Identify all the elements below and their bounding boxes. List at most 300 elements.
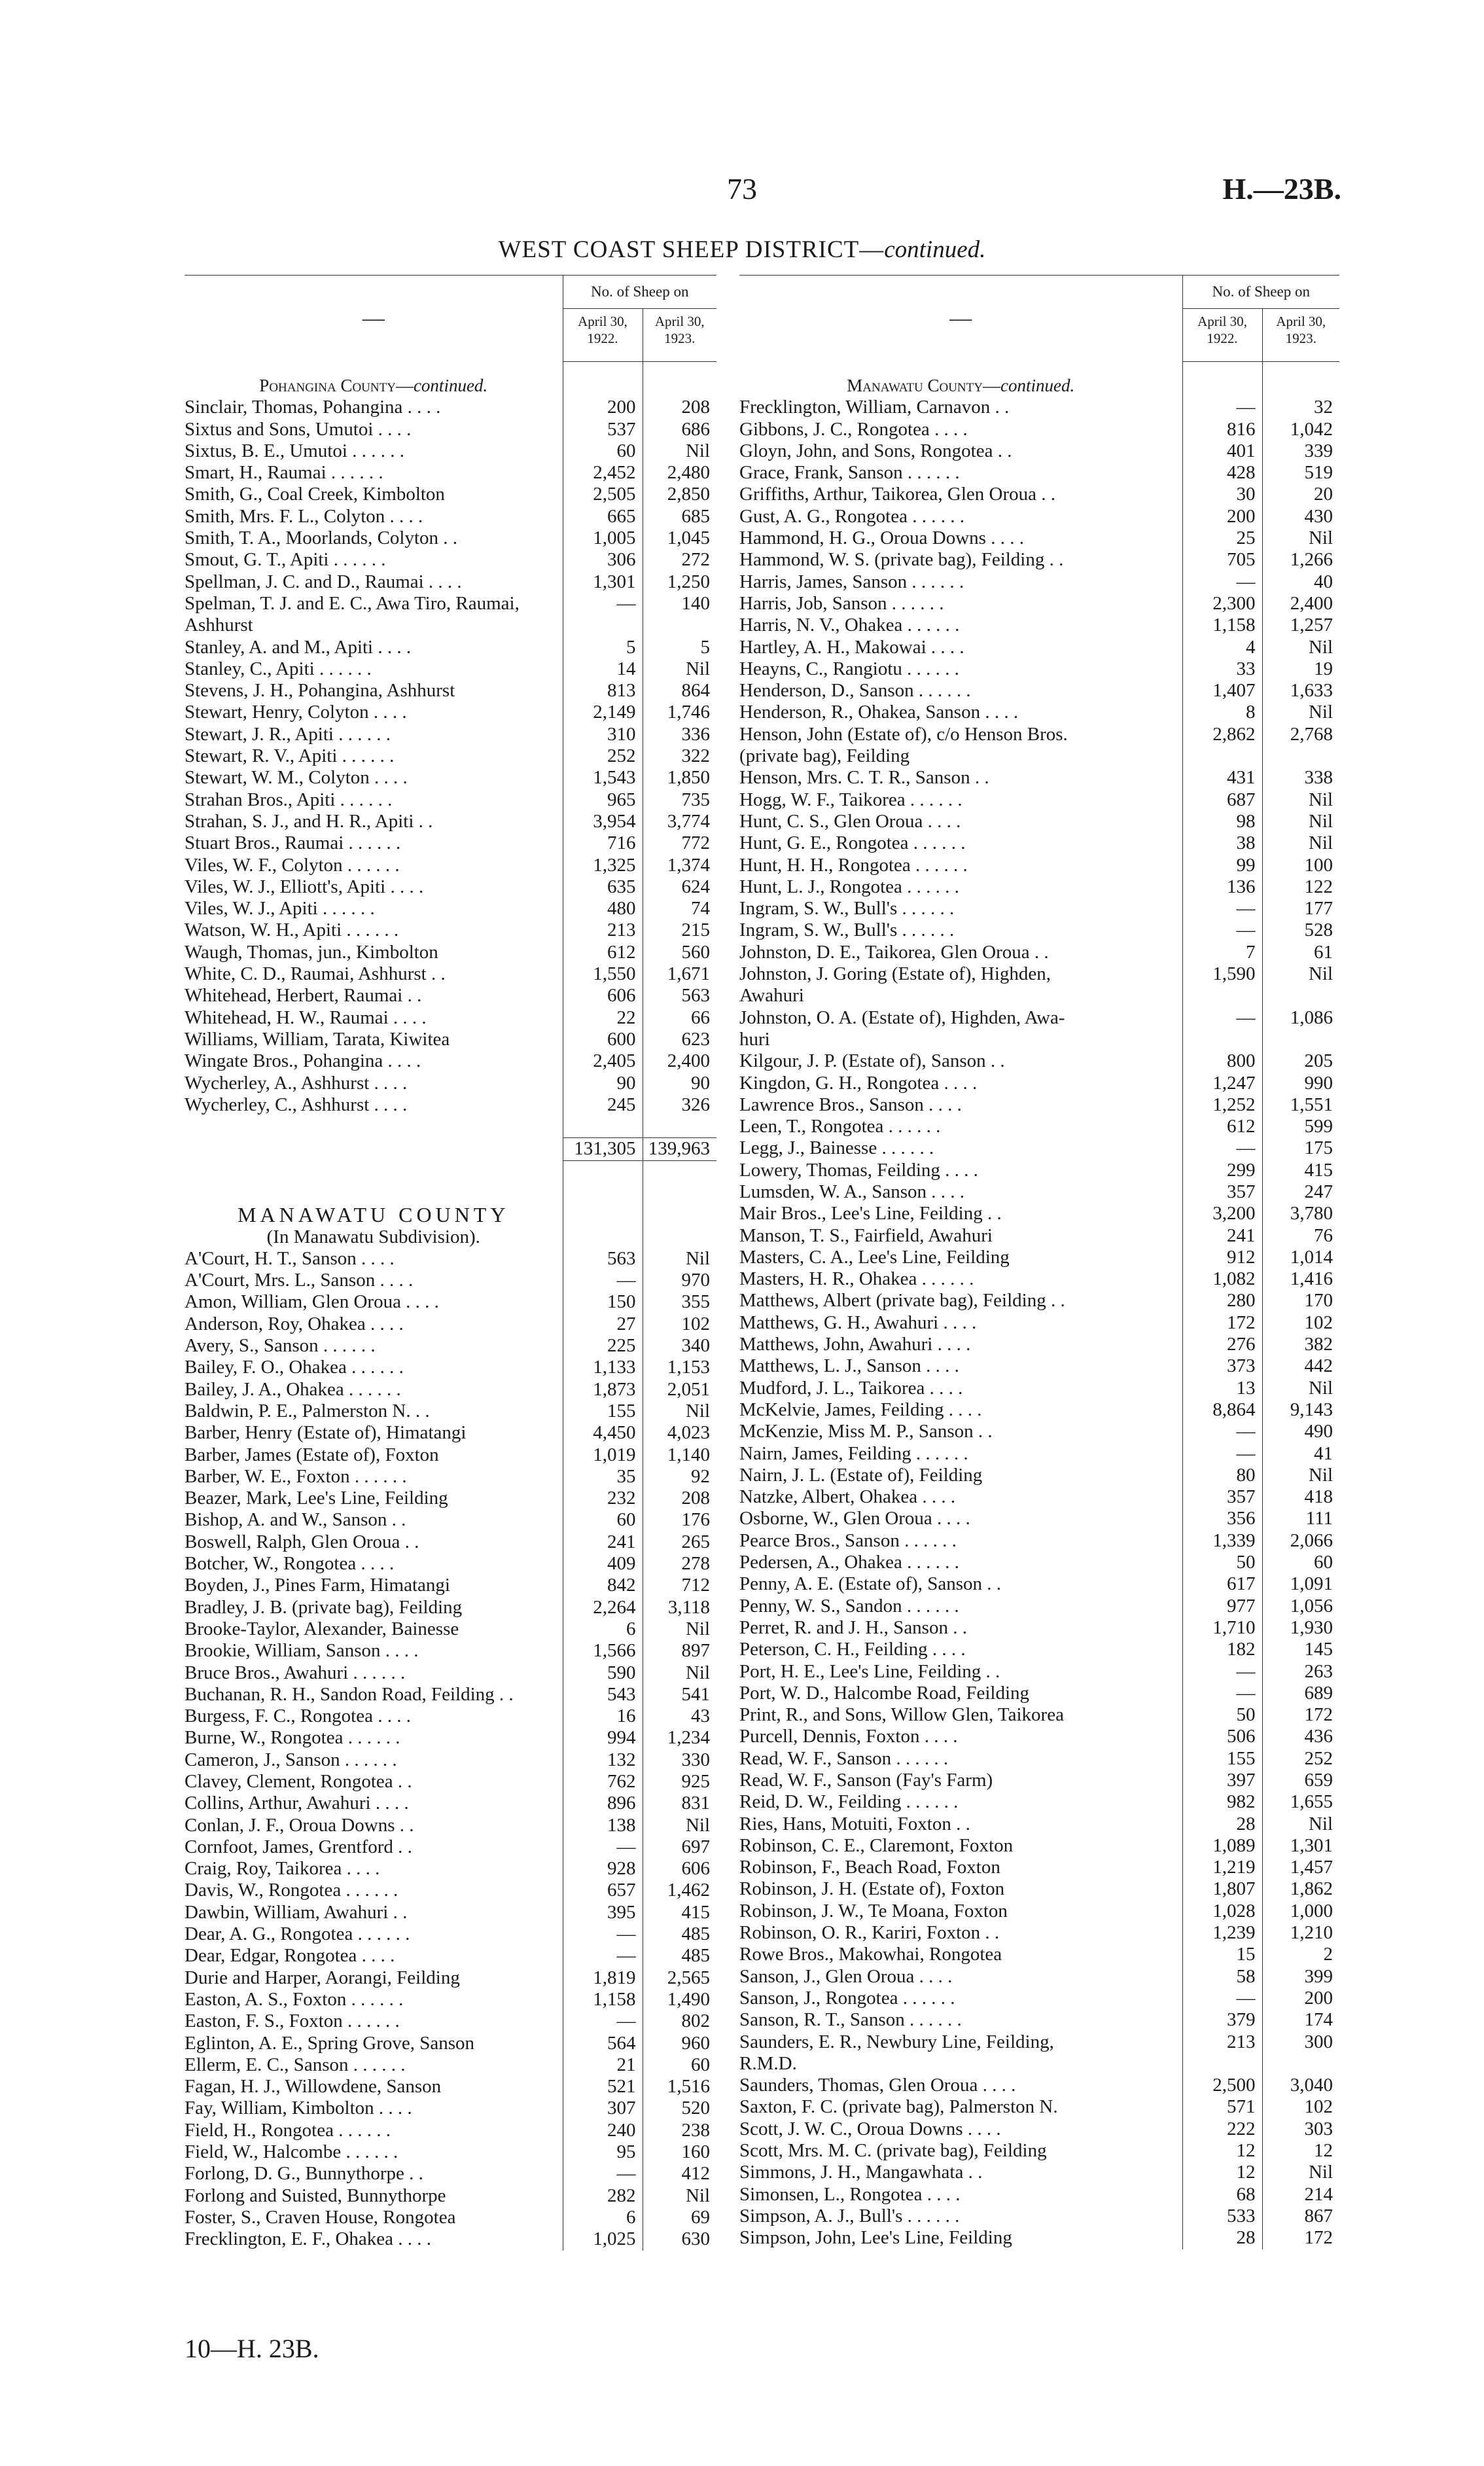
sheep-1923: 623 (643, 1029, 716, 1050)
owner-name: Sanson, J., Rongotea . . . . . . (739, 1987, 955, 2009)
sheep-1922: 564 (563, 2033, 643, 2054)
sheep-1923: 697 (643, 1836, 716, 1858)
sheep-1922: 357 (1182, 1181, 1262, 1203)
owner-name: Eglinton, A. E., Spring Grove, Sanson (185, 2032, 475, 2054)
sheep-1923: 1,250 (643, 571, 716, 593)
owner-name: Matthews, Albert (private bag), Feilding . . (739, 1290, 1065, 1312)
sheep-1923: 2 (1262, 1944, 1339, 1965)
sheep-1923: 2,565 (643, 1967, 716, 1989)
header-year-1923: April 30, 1923. (1262, 309, 1339, 362)
sheep-1923: Nil (643, 2185, 716, 2207)
spacer (563, 362, 643, 376)
sheep-1923 (1262, 2053, 1339, 2075)
owner-name: Osborne, W., Glen Oroua . . . . (739, 1508, 970, 1529)
owner-name: Penny, W. S., Sandon . . . . . . (739, 1595, 959, 1617)
table-row (739, 1770, 1339, 1791)
sheep-1922: 155 (563, 1401, 643, 1422)
sheep-1923: 3,774 (643, 811, 716, 832)
sheep-1922: — (1182, 898, 1262, 920)
table-row (185, 593, 716, 615)
owner-name: Fay, William, Kimbolton . . . . (185, 2098, 412, 2119)
sheep-1923: 2,768 (1262, 724, 1339, 745)
blank-row (185, 1116, 563, 1138)
owner-name: Barber, Henry (Estate of), Himatangi (185, 1422, 467, 1444)
sheep-1922: 245 (563, 1094, 643, 1116)
sheep-1923: 215 (643, 920, 716, 941)
sheep-1923 (1262, 375, 1339, 397)
section-heading (739, 375, 1182, 397)
table-row (185, 1116, 716, 1138)
spacer (185, 362, 563, 376)
owner-name: Reid, D. W., Feilding . . . . . . (739, 1791, 959, 1813)
sheep-1922: 762 (563, 1771, 643, 1793)
owner-name: Kingdon, G. H., Rongotea . . . . (739, 1072, 978, 1094)
table-row (739, 419, 1339, 440)
table-row (185, 1684, 716, 1706)
sheep-1923: 66 (643, 1007, 716, 1029)
sheep-1923: Nil (643, 1662, 716, 1684)
owner-name: (private bag), Feilding (739, 745, 910, 767)
sheep-1923: 12 (1262, 2140, 1339, 2162)
blank-row (185, 1160, 563, 1183)
sheep-1922: 3,200 (1182, 1203, 1262, 1224)
sheep-1922: 95 (563, 2141, 643, 2163)
sheep-1923: 599 (1262, 1116, 1339, 1137)
table-row (739, 1378, 1339, 1399)
owner-name: Henderson, D., Sanson . . . . . . (739, 680, 971, 702)
owner-name: Amon, William, Glen Oroua . . . . (185, 1291, 439, 1313)
sheep-1922: 1,133 (563, 1357, 643, 1378)
sheep-1922: 27 (563, 1313, 643, 1335)
sheep-1923: 3,040 (1262, 2075, 1339, 2096)
owner-name: Craig, Roy, Taikorea . . . . (185, 1858, 380, 1880)
owner-name: Frecklington, E. F., Ohakea . . . . (185, 2228, 432, 2250)
table-row (185, 1248, 716, 1270)
table-row (185, 1749, 716, 1771)
sheep-1923: 2,850 (643, 484, 716, 505)
table-row (185, 1379, 716, 1401)
sheep-1923: 19 (1262, 658, 1339, 680)
table-row (185, 1597, 716, 1618)
sheep-1922: 1,301 (563, 571, 643, 593)
table-row (739, 484, 1339, 505)
sheep-1923: 519 (1262, 462, 1339, 484)
owner-name: Bradley, J. B. (private bag), Feilding (185, 1596, 463, 1618)
owner-name: Pedersen, A., Ohakea . . . . . . (739, 1552, 959, 1573)
sheep-1922: 617 (1182, 1573, 1262, 1595)
sheep-1922: 240 (563, 2120, 643, 2141)
sheep-1922: 1,028 (1182, 1901, 1262, 1922)
table-row (739, 1247, 1339, 1268)
left-table (185, 275, 716, 2251)
table-row (739, 1573, 1339, 1595)
table-row (739, 1726, 1339, 1747)
table-row (185, 1967, 716, 1989)
sheep-1923: 659 (1262, 1770, 1339, 1791)
owner-name: Dawbin, William, Awahuri . . (185, 1901, 408, 1923)
sheep-1922: 22 (563, 1007, 643, 1029)
sheep-1922: 912 (1182, 1247, 1262, 1268)
owner-name: Peterson, C. H., Feilding . . . . (739, 1639, 966, 1660)
sheep-1922: — (1182, 1988, 1262, 2009)
sheep-1923: 172 (1262, 1704, 1339, 1726)
sheep-1923: 122 (1262, 876, 1339, 898)
table-row (185, 1094, 716, 1116)
table-row (185, 1880, 716, 1901)
sheep-1923 (643, 1116, 716, 1138)
owner-name: Harris, James, Sanson . . . . . . (739, 571, 964, 592)
owner-name: Foster, S., Craven House, Rongotea (185, 2206, 456, 2228)
owner-name: Boswell, Ralph, Glen Oroua . . (185, 1531, 419, 1552)
sheep-1923 (643, 1183, 716, 1204)
table-row (185, 1923, 716, 1945)
sheep-1923 (1262, 745, 1339, 767)
owner-name: A'Court, H. T., Sanson . . . . (185, 1247, 395, 1269)
right-column (739, 275, 1339, 2249)
owner-name: Burgess, F. C., Rongotea . . . . (185, 1706, 411, 1727)
sheep-1923: 1,091 (1262, 1573, 1339, 1595)
table-row (185, 1357, 716, 1378)
sheep-1923: Nil (643, 1248, 716, 1270)
owner-name: Saxton, F. C. (private bag), Palmerston N. (739, 2096, 1058, 2118)
sheep-1923: 624 (643, 876, 716, 898)
table-row (739, 1704, 1339, 1726)
sheep-1922: — (563, 2163, 643, 2185)
sheep-1922 (563, 1226, 643, 1248)
sheep-1923: 252 (1262, 1748, 1339, 1770)
table-row (185, 1270, 716, 1291)
sheep-1923: 689 (1262, 1683, 1339, 1704)
sheep-1922: 982 (1182, 1791, 1262, 1813)
table-row (739, 1355, 1339, 1377)
sheep-1922 (1182, 985, 1262, 1007)
table-row (185, 1662, 716, 1684)
owner-name: Smart, H., Raumai . . . . . . (185, 462, 383, 484)
sheep-1923: 925 (643, 1771, 716, 1793)
table-row (185, 1073, 716, 1094)
section-name: Pohangina County— (259, 376, 414, 395)
table-row (739, 440, 1339, 462)
sheep-1922: 533 (1182, 2206, 1262, 2227)
sheep-1922: 600 (563, 1029, 643, 1050)
sheep-1922: 1,247 (1182, 1073, 1262, 1094)
sheep-1922: — (1182, 1443, 1262, 1465)
sheep-1922: 1,252 (1182, 1094, 1262, 1116)
owner-name: Johnston, J. Goring (Estate of), Highden, (739, 963, 1051, 985)
table-row (185, 2010, 716, 2032)
owner-name: Purcell, Dennis, Foxton . . . . (739, 1726, 958, 1747)
table-row (185, 942, 716, 963)
sheep-1923 (643, 1226, 716, 1248)
owner-name: Viles, W. J., Apiti . . . . . . (185, 898, 375, 920)
sheep-1923: Nil (643, 1401, 716, 1422)
table-row (185, 680, 716, 702)
owner-name: Hammond, H. G., Oroua Downs . . . . (739, 527, 1024, 549)
sheep-1923: 897 (643, 1640, 716, 1662)
owner-name: Nairn, James, Feilding . . . . . . (739, 1442, 968, 1464)
table-row (185, 375, 716, 397)
owner-name: Pearce Bros., Sanson . . . . . . (739, 1529, 957, 1551)
sheep-1923: 630 (643, 2228, 716, 2250)
sheep-1922: 635 (563, 876, 643, 898)
sheep-1923: 40 (1262, 571, 1339, 593)
sheep-1922: 543 (563, 1684, 643, 1706)
sheep-1922: 132 (563, 1749, 643, 1771)
sheep-1923 (643, 615, 716, 636)
sheep-1923: 1,490 (643, 1989, 716, 2010)
owner-name: Legg, J., Bainesse . . . . . . (739, 1137, 934, 1159)
owner-name: Hartley, A. H., Makowai . . . . (739, 636, 964, 658)
sheep-1922: 1,339 (1182, 1530, 1262, 1552)
sheep-1923: 102 (643, 1313, 716, 1335)
table-row (185, 1291, 716, 1313)
table-row (739, 1748, 1339, 1770)
owner-name: Sanson, J., Glen Oroua . . . . (739, 1965, 953, 1987)
sheep-1922: 563 (563, 1248, 643, 1270)
owner-name: Henson, Mrs. C. T. R., Sanson . . (739, 767, 989, 789)
sheep-1923: 415 (643, 1902, 716, 1923)
sheep-1922: 4,450 (563, 1422, 643, 1444)
table-row (185, 1989, 716, 2010)
sheep-1922: — (1182, 571, 1262, 593)
sheep-1923 (643, 375, 716, 397)
table-row (185, 1836, 716, 1858)
sheep-1922: 35 (563, 1466, 643, 1488)
sheep-1923: Nil (1262, 832, 1339, 854)
table-row (185, 745, 716, 767)
table-row (739, 527, 1339, 549)
sheep-1923: 436 (1262, 1726, 1339, 1747)
sheep-1923: Nil (1262, 1814, 1339, 1835)
sheep-1923: 214 (1262, 2184, 1339, 2206)
sheep-1923: 485 (643, 1923, 716, 1945)
table-row (739, 920, 1339, 941)
sheep-1922: 1,590 (1182, 963, 1262, 985)
sheep-1922 (563, 1183, 643, 1204)
section-continued: continued. (1000, 376, 1075, 395)
owner-name: Barber, W. E., Foxton . . . . . . (185, 1465, 407, 1487)
table-row (739, 1290, 1339, 1312)
table-row (739, 1683, 1339, 1704)
table-row (739, 1421, 1339, 1442)
owner-name: Smout, G. T., Apiti . . . . . . (185, 549, 386, 571)
sheep-1923: 1,862 (1262, 1878, 1339, 1900)
sheep-1923 (643, 1204, 716, 1226)
sheep-1922: — (1182, 1007, 1262, 1029)
sheep-1922: 994 (563, 1727, 643, 1749)
owner-name: Rowe Bros., Makowhai, Rongotea (739, 1944, 1002, 1965)
sheep-1922: 816 (1182, 419, 1262, 440)
owner-name: Ellerm, E. C., Sanson . . . . . . (185, 2054, 406, 2075)
sheep-1923: 338 (1262, 767, 1339, 789)
owner-name: huri (739, 1028, 770, 1050)
sheep-1923: 208 (643, 1488, 716, 1509)
table-row (185, 724, 716, 745)
sheep-1922: 1,819 (563, 1967, 643, 1989)
sheep-1922: 28 (1182, 1814, 1262, 1835)
table-row (739, 615, 1339, 636)
owner-name: Stewart, J. R., Apiti . . . . . . (185, 723, 391, 745)
section-continued: continued. (413, 376, 488, 395)
sheep-1922: 307 (563, 2098, 643, 2119)
sheep-1922: 200 (563, 397, 643, 418)
sheep-1922: 225 (563, 1335, 643, 1357)
table-row (739, 549, 1339, 571)
sheep-1922: 401 (1182, 440, 1262, 462)
sheep-1923: 430 (1262, 506, 1339, 527)
sheep-1922: — (1182, 920, 1262, 941)
sheep-1922: 521 (563, 2076, 643, 2098)
sheep-1923: 1,042 (1262, 419, 1339, 440)
sheep-1922: 1,019 (563, 1444, 643, 1466)
owner-name: Henderson, R., Ohakea, Sanson . . . . (739, 702, 1019, 723)
sheep-1923: 864 (643, 680, 716, 702)
sheep-1922: 1,239 (1182, 1922, 1262, 1944)
sheep-1923: 563 (643, 985, 716, 1007)
spacer (1182, 362, 1262, 376)
sheep-1923: 69 (643, 2207, 716, 2228)
sheep-1923: 265 (643, 1531, 716, 1553)
owner-name: Matthews, G. H., Awahuri . . . . (739, 1312, 977, 1333)
sheep-1923: 172 (1262, 2227, 1339, 2249)
sheep-1923: 4,023 (643, 1422, 716, 1444)
table-row (185, 898, 716, 920)
sheep-1922: 2,505 (563, 484, 643, 505)
owner-name: Whitehead, Herbert, Raumai . . (185, 985, 422, 1007)
table-row (739, 2031, 1339, 2053)
sheep-1923: Nil (1262, 1465, 1339, 1486)
sheep-1923: 990 (1262, 1073, 1339, 1094)
sheep-1923: 1,551 (1262, 1094, 1339, 1116)
table-row (185, 702, 716, 723)
county-heading: MANAWATU COUNTY (238, 1204, 510, 1226)
sheep-1922: 977 (1182, 1596, 1262, 1617)
owner-name: Johnston, O. A. (Estate of), Highden, Awa- (739, 1007, 1065, 1028)
sheep-1923: Nil (643, 1618, 716, 1640)
table-row (739, 680, 1339, 702)
sheep-1922: 590 (563, 1662, 643, 1684)
sheep-1922: 6 (563, 1618, 643, 1640)
sheep-1923: 418 (1262, 1486, 1339, 1508)
sheep-1922: — (1182, 397, 1262, 418)
table-row (185, 1050, 716, 1072)
sheep-1923: 520 (643, 2098, 716, 2119)
table-row (185, 1727, 716, 1749)
sheep-1922: 431 (1182, 767, 1262, 789)
table-row (185, 462, 716, 484)
owner-name: Boyden, J., Pines Farm, Himatangi (185, 1575, 450, 1596)
owner-name: Waugh, Thomas, jun., Kimbolton (185, 941, 438, 963)
owner-name: Ries, Hans, Motuiti, Foxton . . (739, 1813, 970, 1834)
sheep-1923: 960 (643, 2033, 716, 2054)
sheep-1923: 145 (1262, 1639, 1339, 1660)
sheep-1922: 506 (1182, 1726, 1262, 1747)
sheep-1922: 14 (563, 658, 643, 680)
sheep-1922: 30 (1182, 484, 1262, 505)
owner-name: Conlan, J. F., Oroua Downs . . (185, 1814, 414, 1836)
owner-name: Stewart, Henry, Colyton . . . . (185, 702, 407, 723)
owner-name: Smith, Mrs. F. L., Colyton . . . . (185, 505, 423, 527)
sheep-1923: 43 (643, 1706, 716, 1727)
owner-name: Viles, W. J., Elliott's, Apiti . . . . (185, 876, 424, 897)
sheep-1922: 4 (1182, 637, 1262, 658)
sheep-1922: 1,566 (563, 1640, 643, 1662)
sheep-1923: 100 (1262, 855, 1339, 876)
sheep-1922: 12 (1182, 2162, 1262, 2183)
table-row (739, 1966, 1339, 1988)
table-row (185, 571, 716, 593)
sheep-1922: 25 (1182, 527, 1262, 549)
sheep-1923: 41 (1262, 1443, 1339, 1465)
sheep-1923: 61 (1262, 942, 1339, 963)
sheep-1923: 322 (643, 745, 716, 767)
table-row (739, 832, 1339, 854)
table-row (739, 506, 1339, 527)
owner-name: Hogg, W. F., Taikorea . . . . . . (739, 789, 963, 810)
table-row (185, 2076, 716, 2098)
table-row (739, 1878, 1339, 1900)
owner-name: Smith, G., Coal Creek, Kimbolton (185, 484, 445, 505)
table-row (185, 1444, 716, 1466)
sheep-1922: 373 (1182, 1355, 1262, 1377)
sheep-1922: — (563, 1945, 643, 1967)
owner-name: Sixtus and Sons, Umutoi . . . . (185, 418, 412, 440)
owner-name: Stewart, R. V., Apiti . . . . . . (185, 745, 395, 767)
sheep-1923: 300 (1262, 2031, 1339, 2053)
sheep-1922 (1182, 2053, 1262, 2075)
sheep-1922: 155 (1182, 1748, 1262, 1770)
table-row (739, 462, 1339, 484)
table-row (739, 1225, 1339, 1247)
sheep-1922: 1,407 (1182, 680, 1262, 702)
sheep-1923: 1,210 (1262, 1922, 1339, 1944)
owner-name (185, 1138, 563, 1160)
table-row (185, 1226, 716, 1248)
table-row (739, 1399, 1339, 1421)
table-row (739, 2053, 1339, 2075)
owner-name: Wycherley, A., Ashhurst . . . . (185, 1072, 408, 1094)
sheep-1922: 687 (1182, 789, 1262, 811)
owner-name: Avery, S., Sanson . . . . . . (185, 1335, 376, 1357)
table-row (185, 1706, 716, 1727)
sheep-1922: 842 (563, 1575, 643, 1596)
table-row (739, 1617, 1339, 1639)
table-row (739, 375, 1339, 397)
table-row (739, 2140, 1339, 2162)
table-row (185, 1029, 716, 1050)
sheep-1923 (1262, 985, 1339, 1007)
sheep-1922: 8,864 (1182, 1399, 1262, 1421)
sheep-1922: 665 (563, 506, 643, 527)
table-row (185, 419, 716, 440)
sheep-1922: 306 (563, 549, 643, 571)
owner-name: Wingate Bros., Pohangina . . . . (185, 1050, 421, 1072)
sheep-1922: 428 (1182, 462, 1262, 484)
owner-name: Botcher, W., Rongotea . . . . (185, 1553, 395, 1575)
owner-name: Sinclair, Thomas, Pohangina . . . . (185, 397, 441, 418)
table-row (739, 1814, 1339, 1835)
sheep-1922: 357 (1182, 1486, 1262, 1508)
owner-name: Watson, W. H., Apiti . . . . . . (185, 920, 399, 941)
owner-name: Mair Bros., Lee's Line, Feilding . . (739, 1203, 1002, 1224)
owner-name: Buchanan, R. H., Sandon Road, Feilding . . (185, 1683, 514, 1705)
sheep-1923: 336 (643, 724, 716, 745)
header-dash: — (185, 276, 563, 362)
owner-name: Ingram, S. W., Bull's . . . . . . (739, 898, 955, 920)
sheep-1923: 139,963 (643, 1138, 716, 1160)
owner-name: Port, W. D., Halcombe Road, Feilding (739, 1682, 1030, 1704)
sheep-1923: 272 (643, 549, 716, 571)
